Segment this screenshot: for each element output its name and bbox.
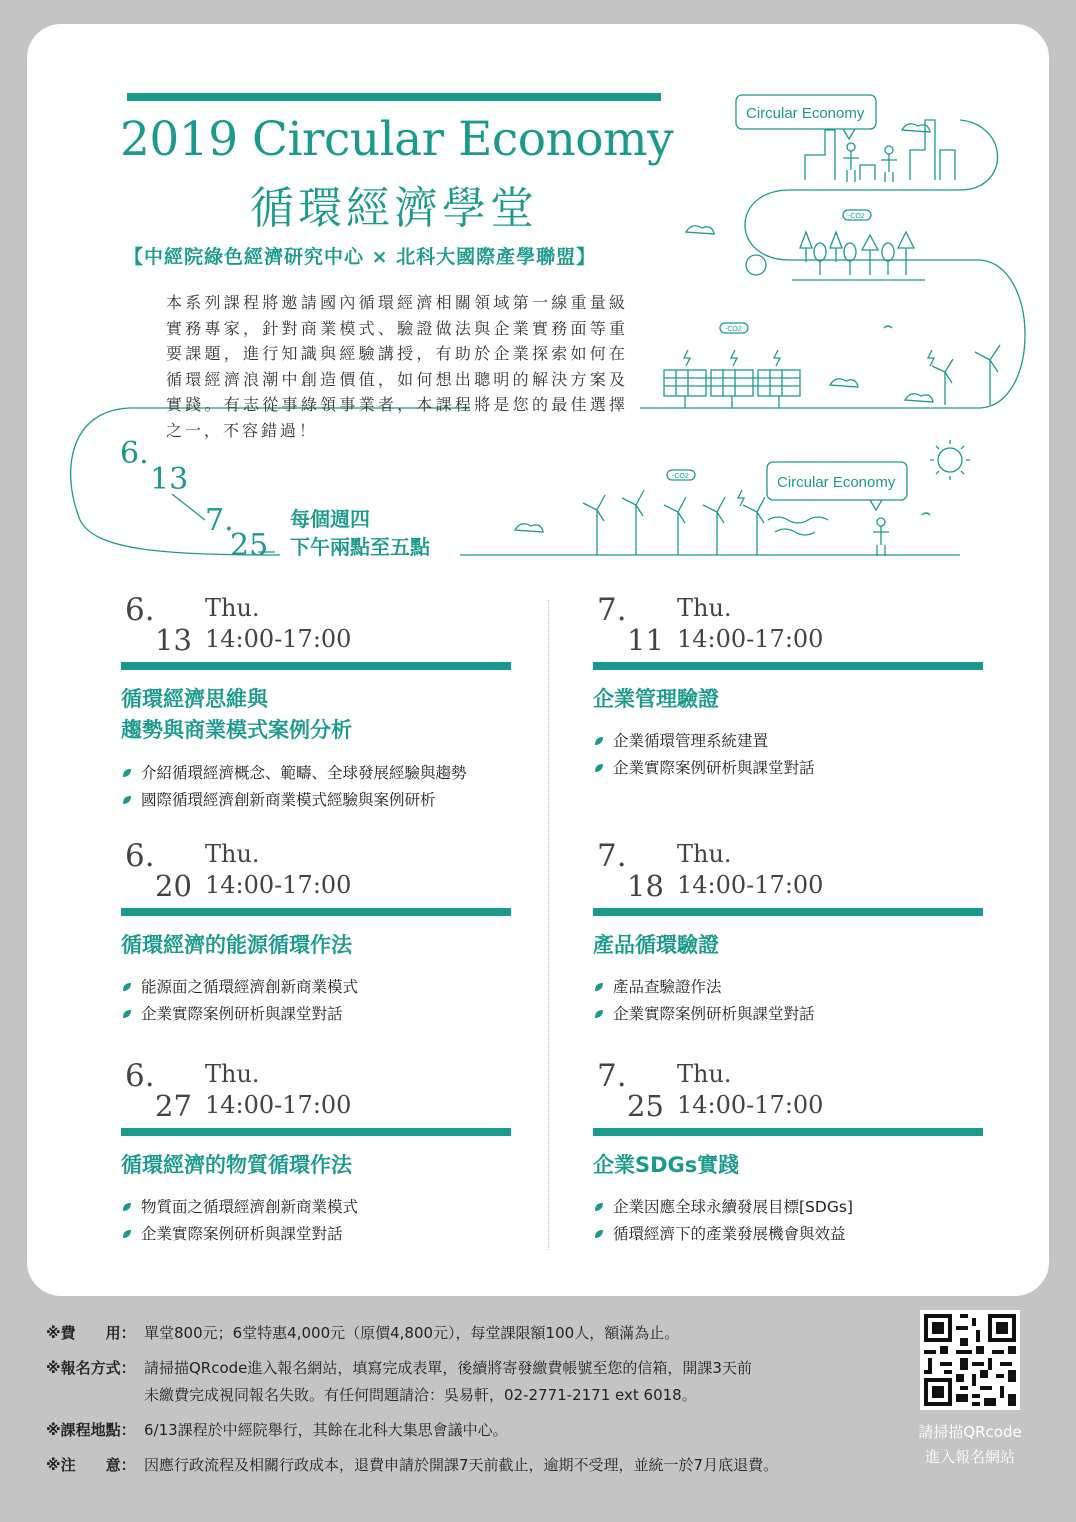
end-month: 7. — [205, 503, 234, 538]
session-day: 20 — [155, 869, 192, 903]
session-topic-item — [121, 1001, 521, 1028]
session-month: 7. — [597, 592, 627, 628]
session-title-line: 循環經濟思維與 — [121, 687, 268, 711]
column-divider — [548, 600, 549, 1250]
title-bar — [127, 93, 661, 101]
session-month: 6. — [125, 1058, 155, 1094]
session-topic-item — [121, 974, 521, 1001]
session-divider-bar — [593, 908, 983, 916]
start-month: 6. — [120, 436, 149, 471]
session-topic-text: 企業循環管理系統建置 — [613, 732, 769, 750]
session-title-line: 產品循環驗證 — [593, 933, 719, 957]
session-topic-list — [593, 728, 993, 782]
session-topic-text: 企業實際案例研析與課堂對話 — [613, 1005, 815, 1023]
session-weekday: Thu. — [205, 594, 260, 622]
session-topic-item — [593, 755, 993, 782]
session-topic-text: 企業實際案例研析與課堂對話 — [141, 1005, 343, 1023]
session-divider-bar — [593, 1128, 983, 1136]
session-topic-item — [121, 787, 521, 814]
session-title — [593, 1150, 983, 1181]
session-divider-bar — [121, 662, 511, 670]
fee-text: 單堂800元；6堂特惠4,000元（原價4,800元），每堂課限額100人，額滿為止。 — [144, 1324, 680, 1342]
session-time: 14:00-17:00 — [677, 871, 824, 899]
leaf-bullet-icon — [594, 763, 604, 773]
session-month: 6. — [125, 592, 155, 628]
leaf-bullet-icon — [122, 1202, 132, 1212]
fee-label: ※費 用： — [46, 1324, 136, 1342]
session-title-line: 循環經濟的能源循環作法 — [121, 933, 352, 957]
bubble-top-text: Circular Economy — [746, 105, 865, 122]
session-time: 14:00-17:00 — [205, 625, 352, 653]
session-divider-bar — [593, 662, 983, 670]
weekly-line-2: 下午兩點至五點 — [290, 535, 430, 559]
qr-caption — [908, 1420, 1032, 1470]
location-label: ※課程地點： — [46, 1421, 136, 1439]
bubble-bottom-text: Circular Economy — [777, 474, 896, 491]
leaf-bullet-icon — [594, 982, 604, 992]
qr-code-icon[interactable] — [920, 1310, 1020, 1410]
page-title-zh: 循環經濟學堂 — [250, 183, 538, 234]
session-divider-bar — [121, 1128, 511, 1136]
registration-row — [46, 1355, 896, 1409]
start-day: 13 — [150, 462, 189, 497]
co2-label: -CO2 — [672, 473, 689, 480]
session-weekday: Thu. — [677, 594, 732, 622]
location-text: 6/13課程於中經院舉行，其餘在北科大集思會議中心。 — [144, 1421, 508, 1439]
leaf-bullet-icon — [594, 736, 604, 746]
session-day: 18 — [627, 869, 664, 903]
session-title — [593, 930, 983, 961]
session-day: 27 — [155, 1089, 192, 1123]
session-title-line: 企業管理驗證 — [593, 687, 719, 711]
leaf-bullet-icon — [594, 1202, 604, 1212]
co2-label: -CO2 — [725, 326, 742, 333]
session-day: 13 — [155, 623, 192, 657]
note-text: 因應行政流程及相關行政成本，退費申請於開課7天前截止，逾期不受理，並統一於7月底退費。 — [144, 1456, 779, 1474]
session-title — [121, 930, 511, 961]
session-title — [121, 684, 511, 746]
session-topic-text: 能源面之循環經濟創新商業模式 — [141, 978, 359, 996]
session-day: 25 — [627, 1089, 664, 1123]
leaf-bullet-icon — [122, 768, 132, 778]
session-topic-text: 產品查驗證作法 — [613, 978, 722, 996]
qr-caption-line-2: 進入報名網站 — [924, 1448, 1015, 1466]
co2-label: -CO2 — [848, 213, 865, 220]
leaf-bullet-icon — [122, 1009, 132, 1019]
session-weekday: Thu. — [205, 840, 260, 868]
session-topic-item — [121, 1194, 521, 1221]
leaf-bullet-icon — [122, 982, 132, 992]
session-title-line: 循環經濟的物質循環作法 — [121, 1153, 352, 1177]
session-topic-text: 介紹循環經濟概念、範疇、全球發展經驗與趨勢 — [141, 764, 467, 782]
qr-caption-line-1: 請掃描QRcode — [918, 1423, 1022, 1441]
session-time: 14:00-17:00 — [677, 625, 824, 653]
session-topic-text: 物質面之循環經濟創新商業模式 — [141, 1198, 359, 1216]
session-weekday: Thu. — [677, 840, 732, 868]
weekly-schedule — [290, 505, 430, 561]
footer-info — [46, 1320, 896, 1479]
session-topic-text: 企業實際案例研析與課堂對話 — [613, 759, 815, 777]
leaf-bullet-icon — [594, 1009, 604, 1019]
session-title-line: 趨勢與商業模式案例分析 — [121, 718, 352, 742]
session-topic-item — [593, 974, 993, 1001]
registration-text-1: 請掃描QRcode進入報名網站，填寫完成表單，後續將寄發繳費帳號至您的信箱，開課3天前 — [144, 1359, 752, 1377]
session-month: 6. — [125, 838, 155, 874]
session-topic-item — [593, 1221, 993, 1248]
session-time: 14:00-17:00 — [205, 871, 352, 899]
session-topic-list — [121, 1194, 521, 1248]
session-month: 7. — [597, 1058, 627, 1094]
leaf-bullet-icon — [122, 1229, 132, 1239]
session-topic-list — [121, 760, 521, 814]
session-topic-list — [593, 1194, 993, 1248]
session-topic-text: 企業因應全球永續發展目標[SDGs] — [613, 1198, 853, 1216]
session-weekday: Thu. — [677, 1060, 732, 1088]
session-day: 11 — [627, 623, 664, 657]
registration-text-2: 未繳費完成視同報名失敗。有任何問題請洽：吳易軒，02-2771-2171 ext 6018。 — [144, 1386, 697, 1404]
session-topic-text: 企業實際案例研析與課堂對話 — [141, 1225, 343, 1243]
session-topic-item — [593, 728, 993, 755]
organizers-subtitle: 【中經院綠色經濟研究中心 × 北科大國際產學聯盟】 — [124, 246, 597, 268]
leaf-bullet-icon — [594, 1229, 604, 1239]
session-topic-text: 國際循環經濟創新商業模式經驗與案例研析 — [141, 791, 436, 809]
session-time: 14:00-17:00 — [677, 1091, 824, 1119]
session-topic-list — [593, 974, 993, 1028]
leaf-bullet-icon — [122, 795, 132, 805]
session-title — [121, 1150, 511, 1181]
location-row — [46, 1417, 896, 1444]
end-day: 25 — [230, 528, 269, 563]
session-time: 14:00-17:00 — [205, 1091, 352, 1119]
session-topic-item — [593, 1194, 993, 1221]
session-divider-bar — [121, 908, 511, 916]
session-topic-list — [121, 974, 521, 1028]
session-topic-item — [593, 1001, 993, 1028]
note-row — [46, 1452, 896, 1479]
session-weekday: Thu. — [205, 1060, 260, 1088]
session-title-line: 企業SDGs實踐 — [593, 1153, 740, 1177]
session-topic-item — [121, 1221, 521, 1248]
session-title — [593, 684, 983, 715]
weekly-line-1: 每個週四 — [290, 507, 370, 531]
fee-row — [46, 1320, 896, 1347]
registration-label: ※報名方式： — [46, 1359, 136, 1377]
session-topic-item — [121, 760, 521, 787]
session-topic-text: 循環經濟下的產業發展機會與效益 — [613, 1225, 846, 1243]
note-label: ※注 意： — [46, 1456, 136, 1474]
page-title-en: 2019 Circular Economy — [120, 112, 674, 167]
intro-paragraph: 本系列課程將邀請國內循環經濟相關領域第一線重量級實務專家，針對商業模式、驗證做法與企業實務面等重要課題，進行知識與經驗講授，有助於企業探索如何在循環經濟浪潮中創造價值，如何想出聰明的解決方案及實踐。有志從事綠領事業者，本課程將是您的最佳選擇之一，不容錯過！ — [166, 293, 628, 440]
session-month: 7. — [597, 838, 627, 874]
